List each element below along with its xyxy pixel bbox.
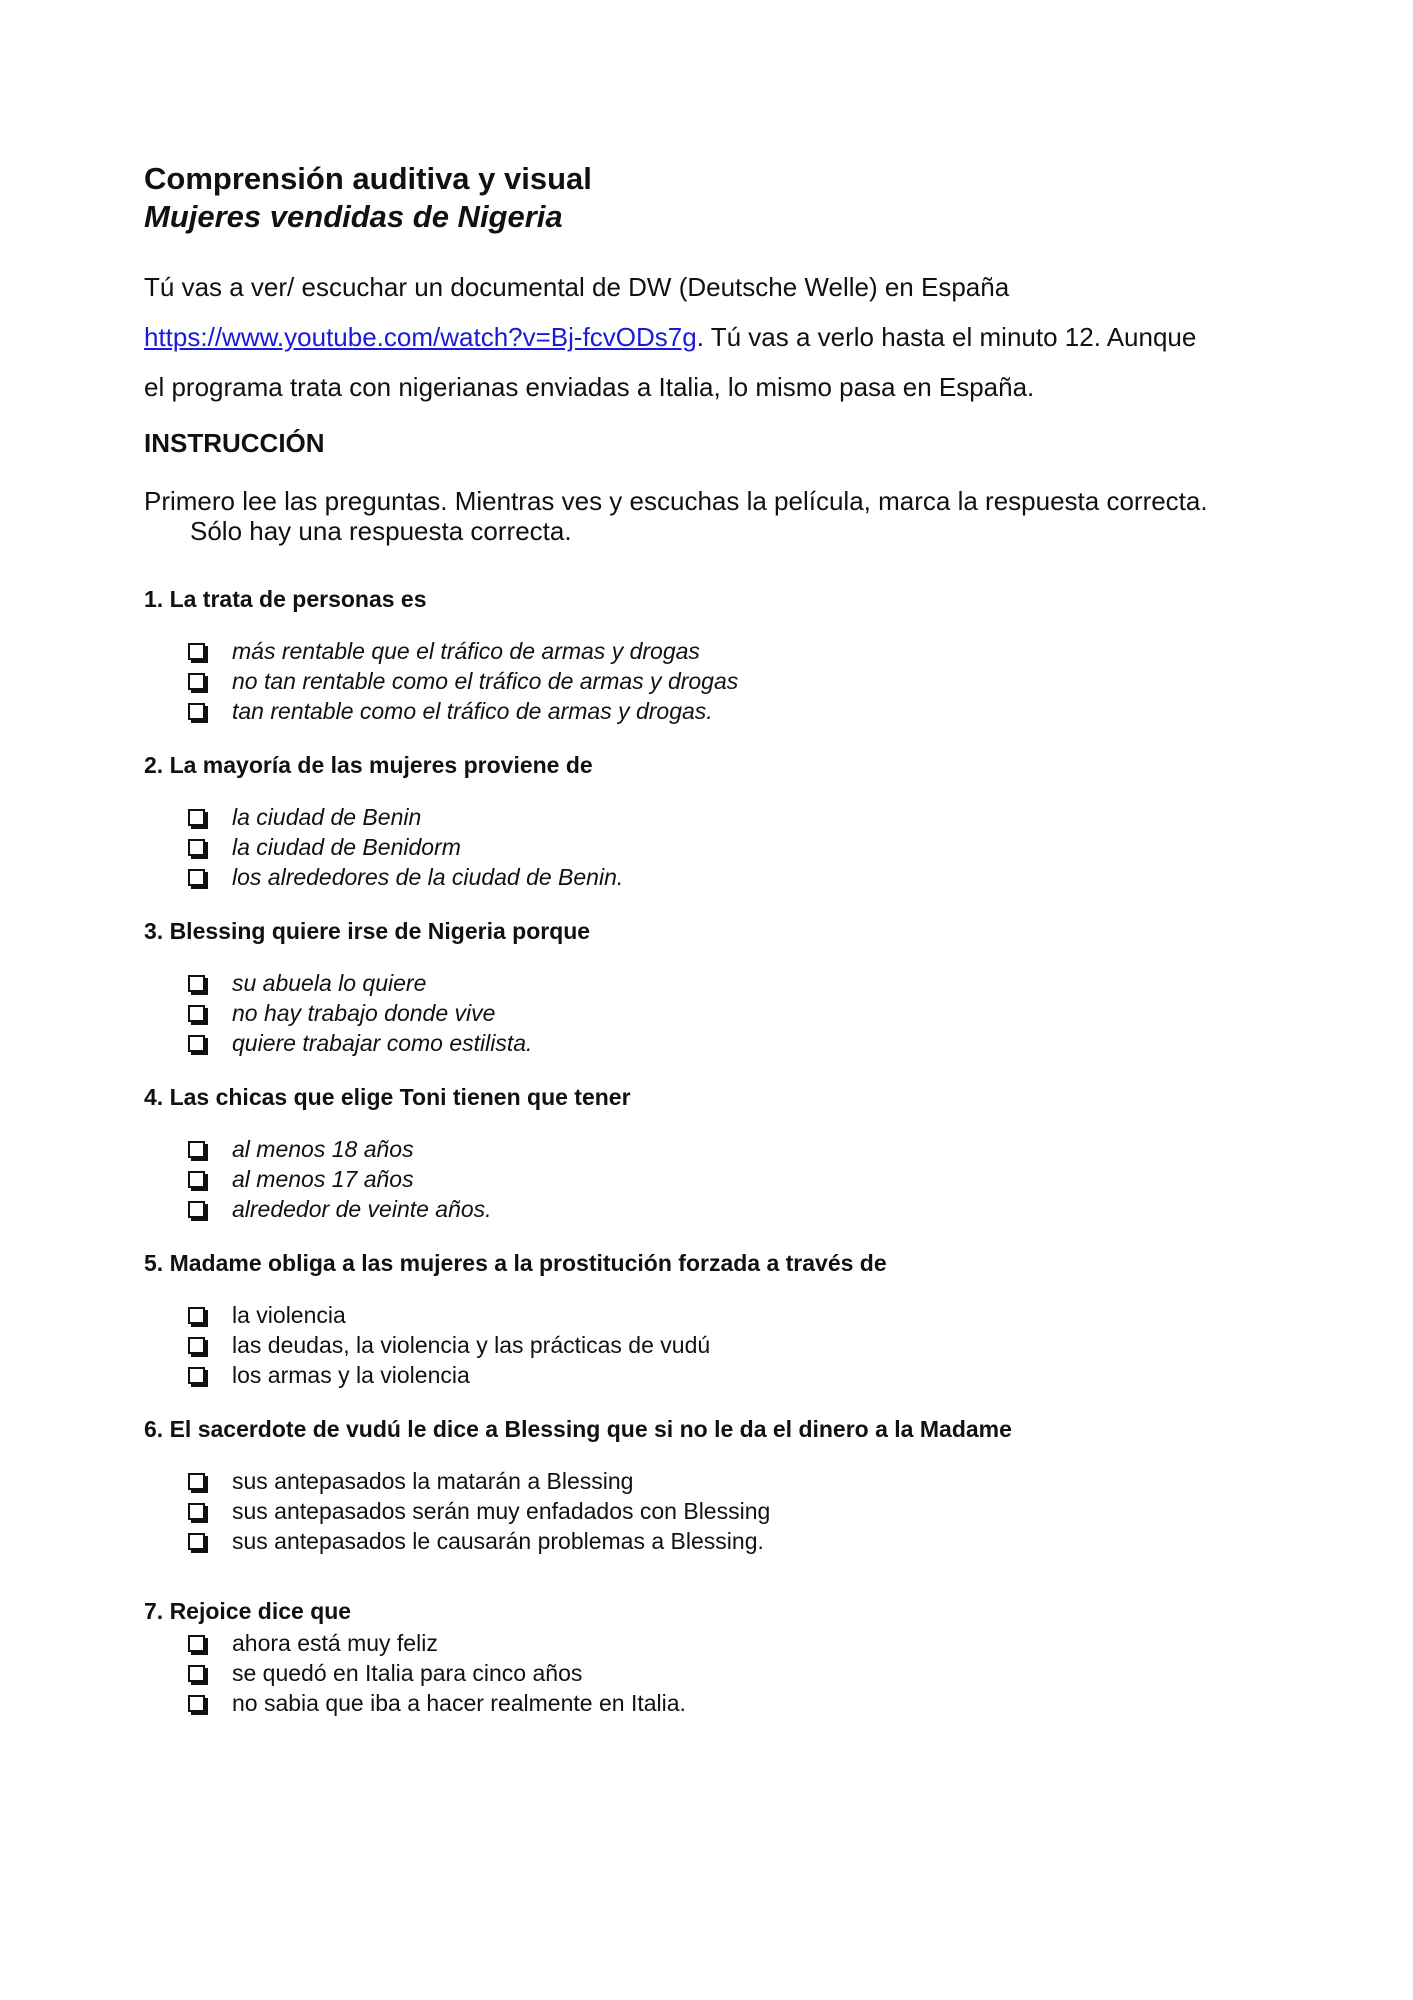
option-label: tan rentable como el tráfico de armas y drogas. bbox=[232, 698, 713, 724]
answer-option[interactable] bbox=[188, 1360, 1334, 1390]
option-label: la ciudad de Benin bbox=[232, 804, 422, 830]
answer-option[interactable] bbox=[188, 832, 1334, 862]
answer-option[interactable] bbox=[188, 1028, 1334, 1058]
answer-option[interactable] bbox=[188, 1496, 1334, 1526]
checkbox-icon[interactable] bbox=[188, 1503, 205, 1520]
option-label: no hay trabajo donde vive bbox=[232, 1000, 496, 1026]
checkbox-icon[interactable] bbox=[188, 1367, 205, 1384]
option-label: no sabia que iba a hacer realmente en Italia. bbox=[232, 1690, 686, 1716]
checkbox-icon[interactable] bbox=[188, 1171, 205, 1188]
checkbox-icon[interactable] bbox=[188, 1201, 205, 1218]
option-label: sus antepasados serán muy enfadados con Blessing bbox=[232, 1498, 771, 1524]
checkbox-icon[interactable] bbox=[188, 1005, 205, 1022]
answer-option[interactable] bbox=[188, 1688, 1334, 1718]
option-label: al menos 18 años bbox=[232, 1136, 414, 1162]
option-label: al menos 17 años bbox=[232, 1166, 414, 1192]
checkbox-icon[interactable] bbox=[188, 1307, 205, 1324]
youtube-link[interactable]: https://www.youtube.com/watch?v=Bj-fcvODs7g bbox=[144, 322, 697, 352]
question-5 bbox=[144, 1248, 1334, 1390]
answer-option[interactable] bbox=[188, 968, 1334, 998]
intro-line3: el programa trata con nigerianas enviadas a Italia, lo mismo pasa en España. bbox=[144, 372, 1035, 402]
intro-paragraph bbox=[144, 262, 1334, 412]
question-text: 7. Rejoice dice que bbox=[144, 1598, 352, 1624]
checkbox-icon[interactable] bbox=[188, 1533, 205, 1550]
checkbox-icon[interactable] bbox=[188, 1337, 205, 1354]
option-list bbox=[144, 636, 1334, 726]
page-subtitle: Mujeres vendidas de Nigeria bbox=[144, 199, 563, 234]
page-title: Comprensión auditiva y visual bbox=[144, 161, 592, 196]
question-text: 4. Las chicas que elige Toni tienen que tener bbox=[144, 1084, 631, 1110]
checkbox-icon[interactable] bbox=[188, 975, 205, 992]
checkbox-icon[interactable] bbox=[188, 1141, 205, 1158]
option-label: se quedó en Italia para cinco años bbox=[232, 1660, 583, 1686]
question-1 bbox=[144, 584, 1334, 726]
answer-option[interactable] bbox=[188, 862, 1334, 892]
answer-option[interactable] bbox=[188, 1466, 1334, 1496]
checkbox-icon[interactable] bbox=[188, 1665, 205, 1682]
question-text: 3. Blessing quiere irse de Nigeria porque bbox=[144, 918, 591, 944]
answer-option[interactable] bbox=[188, 1164, 1334, 1194]
answer-option[interactable] bbox=[188, 1134, 1334, 1164]
checkbox-icon[interactable] bbox=[188, 1035, 205, 1052]
question-text: 5. Madame obliga a las mujeres a la prostitución forzada a través de bbox=[144, 1250, 887, 1276]
option-label: ahora está muy feliz bbox=[232, 1630, 438, 1656]
checkbox-icon[interactable] bbox=[188, 809, 205, 826]
answer-option[interactable] bbox=[188, 802, 1334, 832]
question-6 bbox=[144, 1414, 1334, 1556]
checkbox-icon[interactable] bbox=[188, 703, 205, 720]
option-list bbox=[144, 968, 1334, 1058]
answer-option[interactable] bbox=[188, 1300, 1334, 1330]
answer-option[interactable] bbox=[188, 998, 1334, 1028]
instruction-text bbox=[144, 486, 1334, 546]
checkbox-icon[interactable] bbox=[188, 643, 205, 660]
checkbox-icon[interactable] bbox=[188, 673, 205, 690]
instruction-heading: INSTRUCCIÓN bbox=[144, 428, 325, 458]
option-label: las deudas, la violencia y las prácticas de vudú bbox=[232, 1332, 711, 1358]
option-label: sus antepasados le causarán problemas a Blessing. bbox=[232, 1528, 764, 1554]
option-label: sus antepasados la matarán a Blessing bbox=[232, 1468, 634, 1494]
question-text: 1. La trata de personas es bbox=[144, 586, 427, 612]
option-label: la ciudad de Benidorm bbox=[232, 834, 461, 860]
worksheet-page bbox=[144, 160, 1334, 1742]
instruction-line1: Primero lee las preguntas. Mientras ves y escuchas la película, marca la respuesta correcta. bbox=[144, 486, 1208, 516]
option-list bbox=[144, 1300, 1334, 1390]
question-text: 2. La mayoría de las mujeres proviene de bbox=[144, 752, 593, 778]
intro-line1: Tú vas a ver/ escuchar un documental de DW (Deutsche Welle) en España bbox=[144, 272, 1010, 302]
option-label: quiere trabajar como estilista. bbox=[232, 1030, 533, 1056]
option-list bbox=[144, 1628, 1334, 1718]
option-list bbox=[144, 802, 1334, 892]
question-4 bbox=[144, 1082, 1334, 1224]
option-list bbox=[144, 1134, 1334, 1224]
option-label: más rentable que el tráfico de armas y drogas bbox=[232, 638, 700, 664]
answer-option[interactable] bbox=[188, 1628, 1334, 1658]
question-list bbox=[144, 584, 1334, 1718]
option-label: los armas y la violencia bbox=[232, 1362, 470, 1388]
question-3 bbox=[144, 916, 1334, 1058]
answer-option[interactable] bbox=[188, 1194, 1334, 1224]
checkbox-icon[interactable] bbox=[188, 869, 205, 886]
intro-line2: . Tú vas a verlo hasta el minuto 12. Aunque bbox=[696, 322, 1197, 352]
answer-option[interactable] bbox=[188, 696, 1334, 726]
answer-option[interactable] bbox=[188, 1330, 1334, 1360]
checkbox-icon[interactable] bbox=[188, 839, 205, 856]
question-text: 6. El sacerdote de vudú le dice a Blessing que si no le da el dinero a la Madame bbox=[144, 1416, 1012, 1442]
checkbox-icon[interactable] bbox=[188, 1635, 205, 1652]
option-list bbox=[144, 1466, 1334, 1556]
answer-option[interactable] bbox=[188, 636, 1334, 666]
answer-option[interactable] bbox=[188, 1658, 1334, 1688]
option-label: alrededor de veinte años. bbox=[232, 1196, 492, 1222]
option-label: no tan rentable como el tráfico de armas y drogas bbox=[232, 668, 739, 694]
option-label: su abuela lo quiere bbox=[232, 970, 427, 996]
answer-option[interactable] bbox=[188, 1526, 1334, 1556]
option-label: la violencia bbox=[232, 1302, 346, 1328]
question-2 bbox=[144, 750, 1334, 892]
question-7 bbox=[144, 1596, 1334, 1718]
checkbox-icon[interactable] bbox=[188, 1695, 205, 1712]
checkbox-icon[interactable] bbox=[188, 1473, 205, 1490]
answer-option[interactable] bbox=[188, 666, 1334, 696]
option-label: los alrededores de la ciudad de Benin. bbox=[232, 864, 624, 890]
instruction-line2: Sólo hay una respuesta correcta. bbox=[190, 516, 572, 546]
